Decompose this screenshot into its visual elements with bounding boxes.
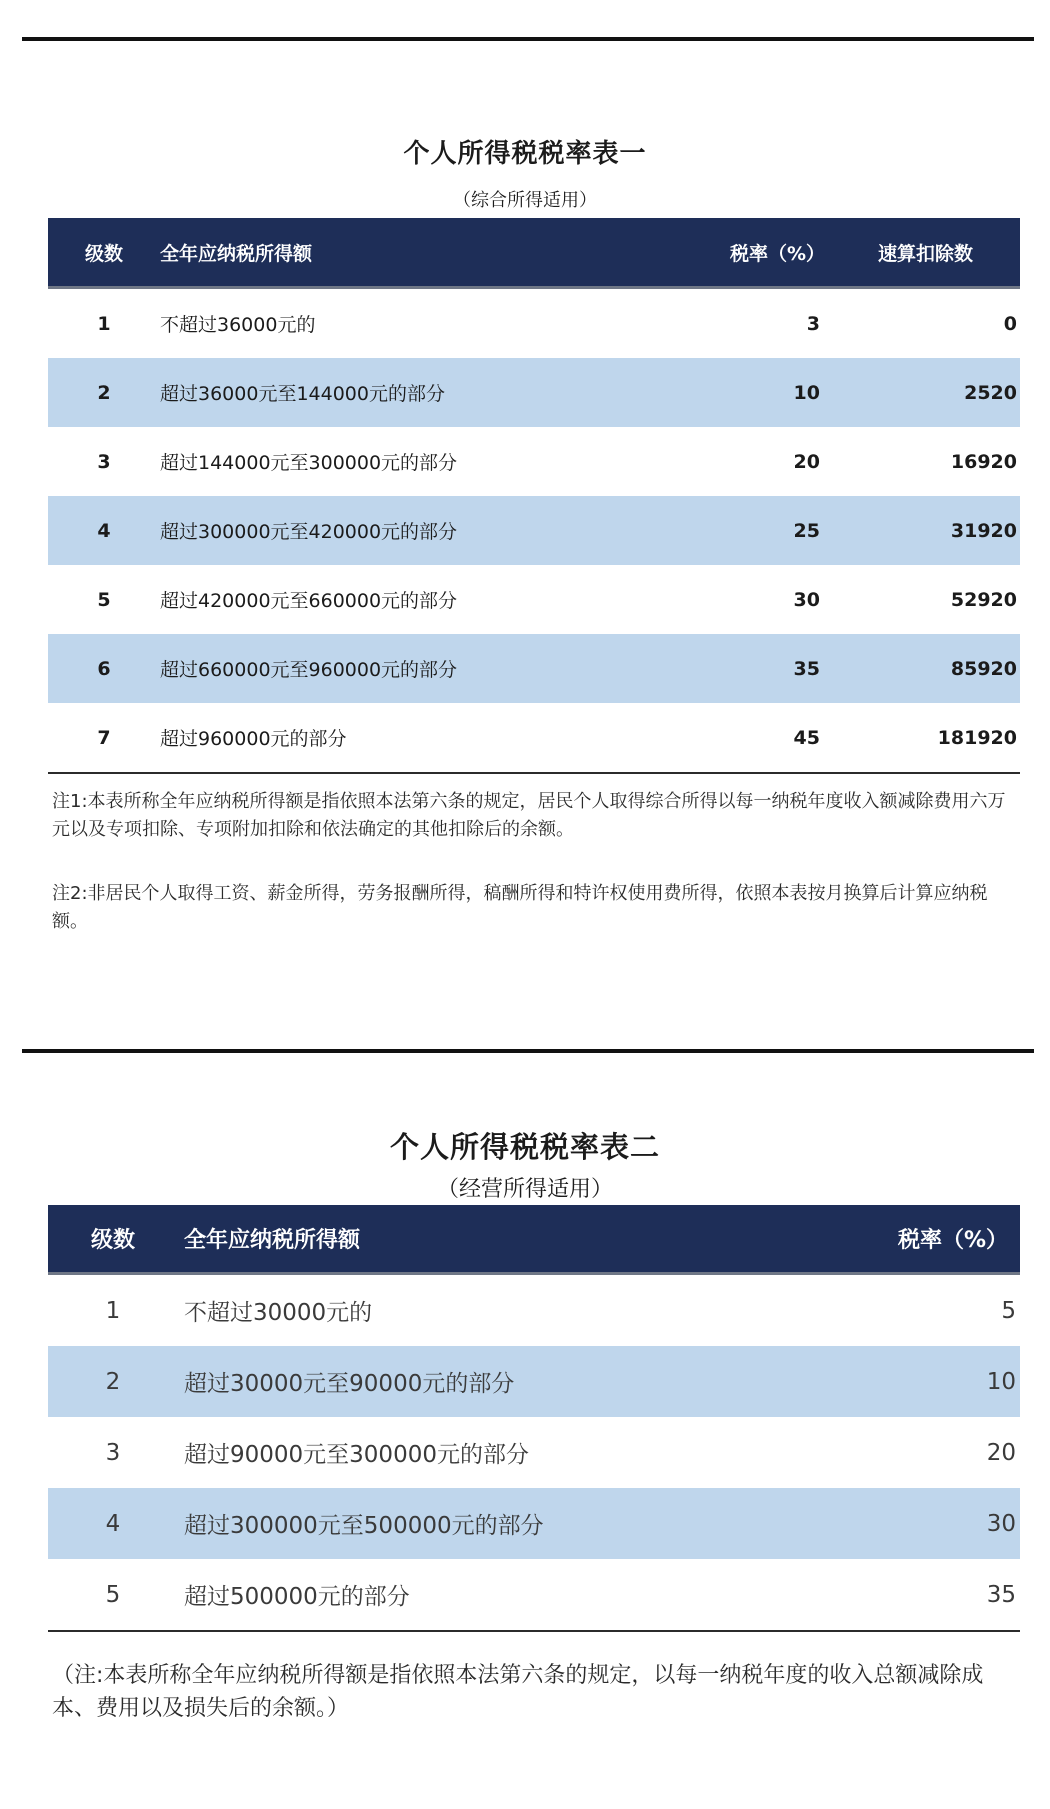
header-level: 级数 xyxy=(48,218,160,288)
table-header-row xyxy=(48,1205,1020,1274)
cell-level: 4 xyxy=(48,496,160,565)
cell-rate: 10 xyxy=(600,358,831,427)
table1-note-1: 注1:本表所称全年应纳税所得额是指依照本法第六条的规定，居民个人取得综合所得以每一纳税年度收入额减除费用六万元以及专项扣除、专项附加扣除和依法确定的其他扣除后的余额。 xyxy=(52,791,1006,840)
cell-rate: 45 xyxy=(600,703,831,773)
table-row xyxy=(48,565,1020,634)
cell-rate: 35 xyxy=(600,634,831,703)
cell-income: 超过90000元至300000元的部分 xyxy=(184,1442,529,1468)
header-income: 全年应纳税所得额 xyxy=(178,1205,698,1274)
cell-rate: 5 xyxy=(1001,1297,1016,1324)
cell-income: 超过300000元至500000元的部分 xyxy=(178,1488,698,1559)
table-row xyxy=(48,288,1020,359)
table-row xyxy=(48,358,1020,427)
table1-title: 个人所得税税率表一 xyxy=(403,139,647,169)
table-row xyxy=(48,1417,1020,1488)
cell-income: 不超过36000元的 xyxy=(160,314,316,336)
tax-rate-table-comprehensive xyxy=(48,218,1020,774)
table1-subtitle: （综合所得适用） xyxy=(453,190,597,211)
cell-rate: 3 xyxy=(806,312,820,335)
cell-deduction: 0 xyxy=(1003,312,1017,335)
cell-level: 3 xyxy=(105,1439,121,1466)
cell-level: 1 xyxy=(105,1297,121,1324)
table2-title: 个人所得税税率表二 xyxy=(389,1130,660,1164)
cell-rate: 20 xyxy=(793,450,820,473)
cell-level: 2 xyxy=(48,358,160,427)
cell-income: 超过420000元至660000元的部分 xyxy=(160,590,458,612)
cell-level: 5 xyxy=(48,1559,178,1631)
table-row xyxy=(48,427,1020,496)
table-row xyxy=(48,1346,1020,1417)
header-rate: 税率（%） xyxy=(698,1205,1020,1274)
cell-rate: 30 xyxy=(793,588,820,611)
table-row xyxy=(48,1559,1020,1631)
table-row xyxy=(48,634,1020,703)
table-header-row xyxy=(48,218,1020,288)
cell-level: 2 xyxy=(48,1346,178,1417)
cell-income: 超过144000元至300000元的部分 xyxy=(160,452,458,474)
cell-level: 5 xyxy=(97,588,111,611)
cell-rate: 20 xyxy=(986,1439,1016,1466)
cell-rate: 35 xyxy=(698,1559,1020,1631)
table-row xyxy=(48,703,1020,773)
table2-note: （注:本表所称全年应纳税所得额是指依照本法第六条的规定，以每一纳税年度的收入总额减除成本、费用以及损失后的余额。） xyxy=(52,1663,984,1721)
cell-deduction: 52920 xyxy=(950,588,1017,611)
cell-level: 6 xyxy=(48,634,160,703)
table-row xyxy=(48,1274,1020,1347)
cell-deduction: 85920 xyxy=(831,634,1020,703)
cell-income: 超过660000元至960000元的部分 xyxy=(160,634,600,703)
cell-deduction: 181920 xyxy=(831,703,1020,773)
cell-income: 超过36000元至144000元的部分 xyxy=(160,358,600,427)
table2-subtitle: （经营所得适用） xyxy=(436,1177,613,1202)
section-divider xyxy=(22,1049,1034,1053)
cell-income: 超过30000元至90000元的部分 xyxy=(178,1346,698,1417)
table-row xyxy=(48,496,1020,565)
cell-deduction: 16920 xyxy=(950,450,1017,473)
cell-level: 4 xyxy=(48,1488,178,1559)
tax-rate-table-business xyxy=(48,1205,1020,1632)
cell-deduction: 2520 xyxy=(831,358,1020,427)
cell-level: 1 xyxy=(97,312,111,335)
cell-income: 超过300000元至420000元的部分 xyxy=(160,496,600,565)
header-rate: 税率（%） xyxy=(600,218,831,288)
cell-rate: 30 xyxy=(698,1488,1020,1559)
table-row xyxy=(48,1488,1020,1559)
top-divider xyxy=(22,37,1034,41)
cell-income: 不超过30000元的 xyxy=(184,1300,373,1326)
header-income: 全年应纳税所得额 xyxy=(160,218,600,288)
table1-note-2: 注2:非居民个人取得工资、薪金所得，劳务报酬所得，稿酬所得和特许权使用费所得，依照本表按月换算后计算应纳税额。 xyxy=(52,883,988,932)
cell-income: 超过500000元的部分 xyxy=(178,1559,698,1631)
header-deduction: 速算扣除数 xyxy=(831,218,1020,288)
cell-level: 7 xyxy=(48,703,160,773)
cell-deduction: 31920 xyxy=(831,496,1020,565)
cell-rate: 10 xyxy=(698,1346,1020,1417)
cell-income: 超过960000元的部分 xyxy=(160,703,600,773)
header-level: 级数 xyxy=(48,1205,178,1274)
cell-level: 3 xyxy=(97,450,111,473)
cell-rate: 25 xyxy=(600,496,831,565)
